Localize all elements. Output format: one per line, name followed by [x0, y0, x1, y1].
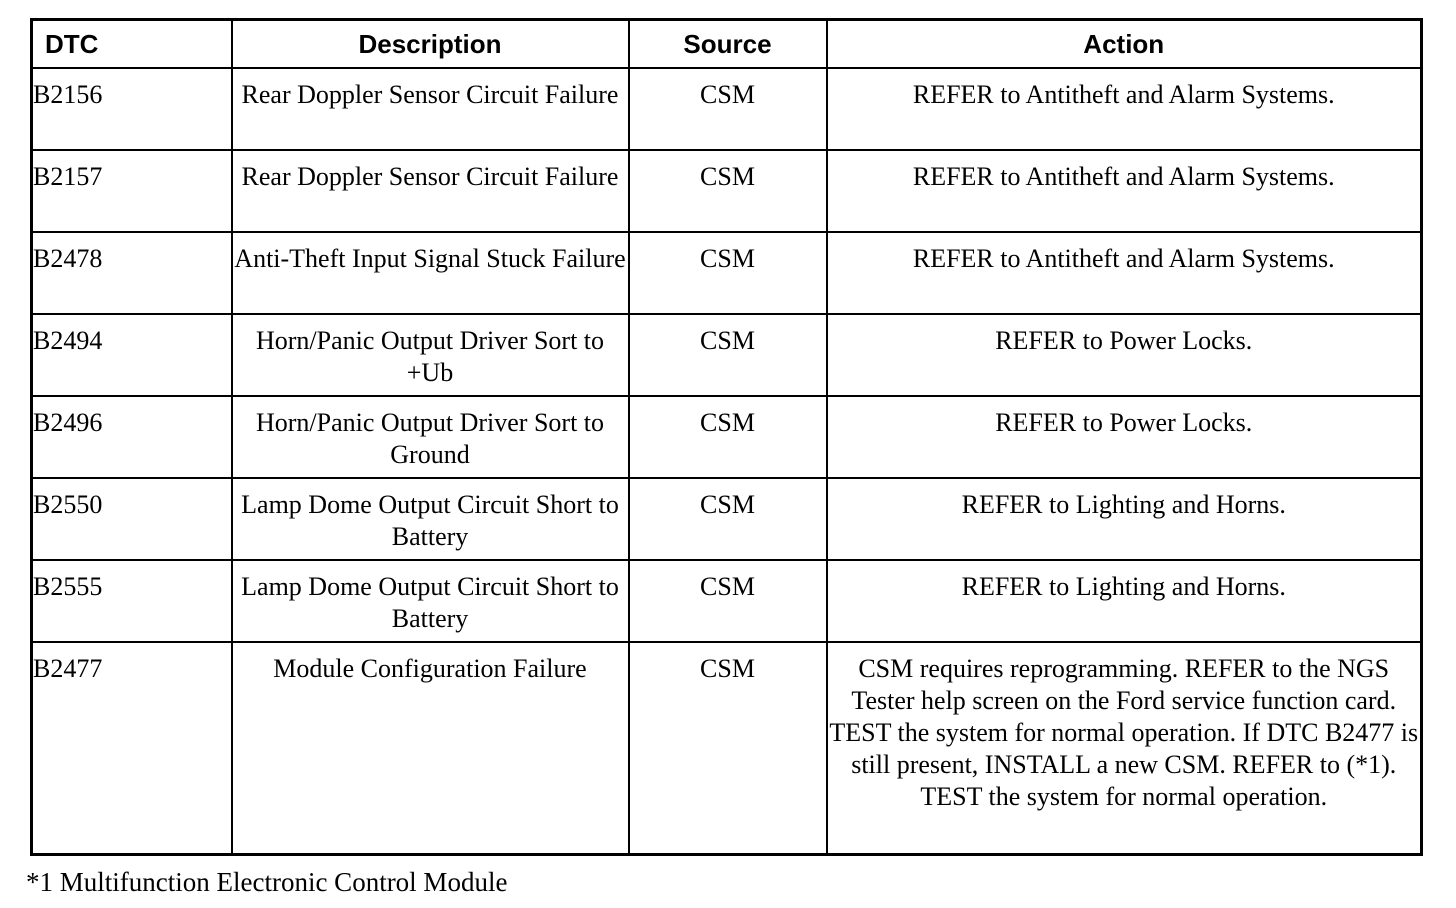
- dtc-source: CSM: [629, 642, 827, 854]
- footnote: *1 Multifunction Electronic Control Module: [26, 867, 508, 897]
- dtc-code: B2156: [32, 68, 232, 150]
- dtc-source: CSM: [629, 314, 827, 396]
- dtc-action: REFER to Antitheft and Alarm Systems.: [827, 232, 1422, 314]
- header-action: Action: [827, 20, 1422, 69]
- dtc-action: REFER to Lighting and Horns.: [827, 478, 1422, 560]
- header-dtc: DTC: [32, 20, 232, 69]
- dtc-code: B2157: [32, 150, 232, 232]
- table-header-row: [32, 20, 1422, 69]
- dtc-description: Horn/Panic Output Driver Sort to Ground: [232, 396, 629, 478]
- dtc-code: B2496: [32, 396, 232, 478]
- dtc-action: REFER to Lighting and Horns.: [827, 560, 1422, 642]
- dtc-description: Rear Doppler Sensor Circuit Failure: [232, 150, 629, 232]
- table-row: [32, 150, 1422, 232]
- dtc-code: B2555: [32, 560, 232, 642]
- dtc-action: REFER to Power Locks.: [827, 396, 1422, 478]
- dtc-action: REFER to Antitheft and Alarm Systems.: [827, 150, 1422, 232]
- dtc-code: B2478: [32, 232, 232, 314]
- dtc-code: B2550: [32, 478, 232, 560]
- dtc-action: REFER to Power Locks.: [827, 314, 1422, 396]
- table-row: [32, 68, 1422, 150]
- header-source: Source: [629, 20, 827, 69]
- table-row: [32, 560, 1422, 642]
- dtc-description: Anti-Theft Input Signal Stuck Failure: [232, 232, 629, 314]
- dtc-description: Lamp Dome Output Circuit Short to Battery: [232, 560, 629, 642]
- dtc-action: CSM requires reprogramming. REFER to the NGS Tester help screen on the Ford service function card. TEST the system for normal operation. If DTC B2477 is still present, INSTALL a new CSM. REFER to (*1). TEST the system for normal operation.: [827, 642, 1422, 854]
- dtc-source: CSM: [629, 396, 827, 478]
- dtc-description: Horn/Panic Output Driver Sort to +Ub: [232, 314, 629, 396]
- table-row: [32, 396, 1422, 478]
- dtc-source: CSM: [629, 68, 827, 150]
- dtc-table: [30, 18, 1423, 856]
- dtc-code: B2494: [32, 314, 232, 396]
- table-row: [32, 314, 1422, 396]
- table-row: [32, 232, 1422, 314]
- dtc-source: CSM: [629, 560, 827, 642]
- dtc-source: CSM: [629, 232, 827, 314]
- dtc-source: CSM: [629, 150, 827, 232]
- dtc-description: Module Configuration Failure: [232, 642, 629, 854]
- dtc-code: B2477: [32, 642, 232, 854]
- dtc-action: REFER to Antitheft and Alarm Systems.: [827, 68, 1422, 150]
- table-row: [32, 478, 1422, 560]
- table-row: [32, 642, 1422, 854]
- dtc-source: CSM: [629, 478, 827, 560]
- dtc-description: Lamp Dome Output Circuit Short to Battery: [232, 478, 629, 560]
- header-description: Description: [232, 20, 629, 69]
- dtc-description: Rear Doppler Sensor Circuit Failure: [232, 68, 629, 150]
